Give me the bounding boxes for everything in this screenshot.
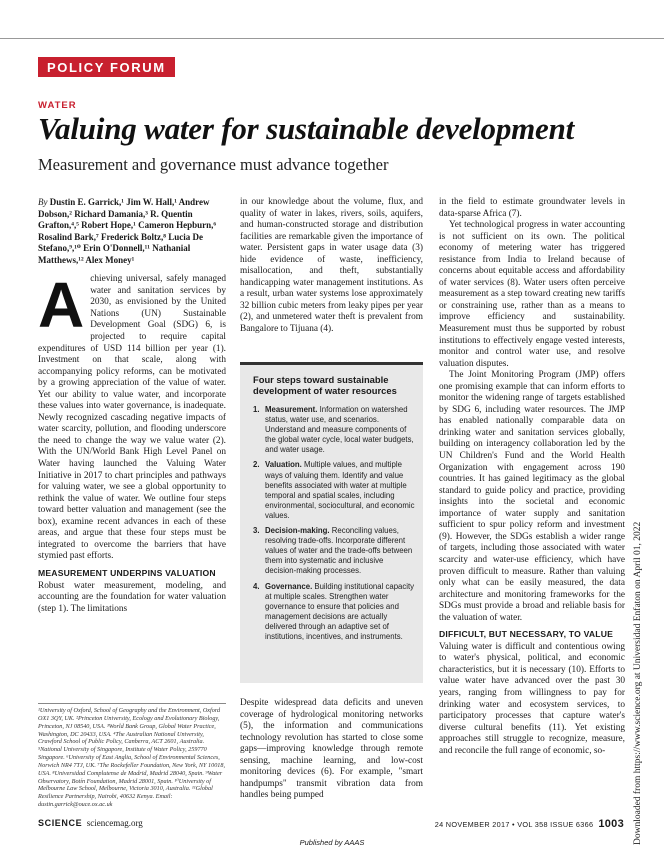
item-body: Multiple values, and multiple ways of valuing them. Identify and value benefits associated with water at multiple temporal and spatial scales, including environmental, sociocultural, and economic values. (265, 460, 415, 520)
affiliations: ¹University of Oxford, School of Geography and the Environment, Oxford OX1 3QY, UK. ²Princeton University, Ecology and Evolutionary Biology, Princeton, NJ 08540, USA. ³World Bank Group, Global Water Practice, Washington, DC 20433, USA. ⁴The Australian National University, Crawford School of Public Policy, Canberra, ACT 2601, Australia. ⁵National University of Singapore, Institute of Water Policy, 259770 Singapore. ⁶University of East Anglia, School of Environmental Sciences, Norwich NR4 7TJ, UK. ⁷The Rockefeller Foundation, New York, NY 10018, USA. ⁸Universidad Complutense de Madrid, Madrid 28040, Spain. ⁹Water Observatory, Botín Foundation, Madrid 28001, Spain. ¹⁰University of Melbourne Law School, Melbourne, Victoria 3010, Australia. ¹¹Global Resilience Partnership, Nairobi, 40632 Kenya. Email: dustin.garrick@ouce.ox.ac.uk (38, 703, 226, 809)
top-rule (0, 38, 664, 39)
article-title: Valuing water for sustainable development (38, 111, 575, 146)
intro-text: chieving universal, safely managed water and sanitation services by 2030, as envisioned by the United Nations (UN) Sustainable Development Goal (SDG) 6, is projected to require capital expenditures of USD 114 billion per year (1). Investment on that scale, along with accompanying policy reforms, can be motivated by a growing appreciation of the value of water. Yet our ability to value water, and incorporate these values into water governance, is inadequate. Newly recognized cascading negative impacts of water scarcity, pollution, and flooding underscore the need to change the way we value water (2). With the UN/World Bank High Level Panel on Water having launched the Valuing Water Initiative in 2017 to chart principles and pathways for valuing water, we see a global opportunity to rethink the value of water. We outline four steps toward better valuation and management (see the box), examine recent advances in each of these areas, and argue that these four steps must be integrated to overcome the barriers that have stymied past efforts. (38, 274, 226, 562)
item-body: Reconciling values, resolving trade-offs. Incorporate different values of water and the trade-offs between them into systematic and inclusive decision-making processes. (265, 526, 413, 576)
box-list (253, 405, 415, 647)
item-heading: Governance. (265, 581, 313, 591)
section-badge: POLICY FORUM (38, 57, 175, 77)
section-heading-measurement: MEASUREMENT UNDERPINS VALUATION (38, 567, 216, 578)
section-heading-valuation: DIFFICULT, BUT NECESSARY, TO VALUE (439, 629, 614, 640)
publisher-note: Published by AAAS (299, 838, 365, 847)
kicker: WATER (38, 100, 77, 111)
drop-cap: A (38, 269, 85, 342)
byline-prefix: By (38, 197, 48, 207)
item-heading: Decision-making. (265, 526, 330, 536)
paragraph: Robust water measurement, modeling, and accounting are the foundation for water valuation (step 1). The limitations (38, 580, 226, 614)
page-number: 1003 (598, 818, 624, 830)
paragraph: in the field to estimate groundwater levels in data-sparse Africa (7). (439, 197, 625, 219)
item-number: 3. (253, 526, 260, 536)
box-item (253, 405, 415, 455)
item-heading: Valuation. (265, 460, 302, 470)
item-number: 4. (253, 581, 260, 591)
item-body: Information on watershed status, water use, and scenarios. Understand and measure components of the global water cycle, local water budgets, and water usage. (265, 405, 414, 455)
journal-site[interactable]: sciencemag.org (86, 818, 143, 828)
footer-right (435, 818, 624, 830)
journal-name: SCIENCE (38, 818, 83, 828)
download-notice: Downloaded from https://www.science.org at Universidad Enfaton on April 01, 2022 (633, 521, 643, 845)
item-text (265, 460, 415, 521)
item-text (265, 405, 415, 455)
paragraph: The Joint Monitoring Program (JMP) offers one promising example that can inform efforts to monitor the widening range of targets established by SDG 6, including water resources. The JMP has enabled nationally comparable data on drinking water and sanitation services globally, building on interagency collaboration led by the UN Children's Fund and the World Health Organization with engagement across 190 countries. It has gained legitimacy as the global standard to guide policy and practice, providing insights into the societal and economic importance of water supply and sanitation sufficient to spur policy reform and investment (9). However, the SDGs establish a wider range of targets, including those associated with water scarcity and water-use efficiency, which have proven difficult to measure. Rather than valuing only what can be easily measured, the data architecture and monitoring frameworks for the SDGs must provide a broad and reliable basis for the valuation of water. (439, 370, 625, 623)
article-subtitle: Measurement and governance must advance together (38, 155, 389, 174)
item-text (265, 582, 415, 643)
column-3 (439, 197, 625, 757)
paragraph: Valuing water is difficult and contentious owing to water's physical, political, and economic characteristics, but it is necessary (10). Efforts to value water have advanced over the past 30 years, ranging from willingness to pay for drinking water and ecosystem services, to participatory processes that capture water's diverse cultural benefits (11). Yet existing approaches still struggle to recognize, measure, and reconcile the full range of economic, so- (439, 641, 625, 756)
footer-left (38, 818, 143, 828)
item-heading: Measurement. (265, 405, 318, 414)
box-item (253, 582, 415, 643)
paragraph: Yet technological progress in water accounting is not sufficient on its own. The political economy of metering water has triggered resistance from India to Ireland because of concerns about equitable access and affordability of water services (8). Water users often perceive measurement as a step toward creating new tariffs or constraining use, rather than as a means to improve efficiency and sustainability. Measurement must thus be supported by robust institutions to effectively engage vested interests, monitor and control water use, and resolve valuation disputes. (439, 220, 625, 369)
box-item (253, 460, 415, 521)
issue-info: 24 NOVEMBER 2017 • VOL 358 ISSUE 6366 (434, 820, 594, 829)
intro-paragraph (38, 269, 226, 563)
author-list (38, 197, 226, 266)
item-number: 2. (253, 460, 260, 470)
item-number: 1. (253, 405, 260, 414)
column-1 (38, 197, 226, 615)
author-names: Dustin E. Garrick,¹ Jim W. Hall,¹ Andrew Dobson,² Richard Damania,³ R. Quentin Grafton,⁴,⁵ Robert Hope,¹ Cameron Hepburn,⁶ Rosalind Bark,⁷ Frederick Boltz,⁸ Lucia De Stefano,⁹,¹⁰ Erin O'Donnell,¹¹ Nathanial Matthews,¹² Alex Money¹ (38, 197, 217, 265)
column-2-bottom: Despite widespread data deficits and uneven coverage of hydrological monitoring networks (5), the information and communications technology revolution has started to close some gaps—improving knowledge through remote sensing, machine learning, and low-cost monitoring devices (6). For example, "smart handpumps" transmit vibration data from handles being pumped (240, 698, 423, 801)
column-2-top: in our knowledge about the volume, flux, and quality of water in lakes, rivers, soils, aquifers, and human-constructed storage and distribution facilities are remarkable given the importance of water. Persistent gaps in water usage data (3) hide evidence of waste, inefficiency, misallocation, and theft, substantially handicapping water management institutions. As a result, urban water systems lose approximately 32 billion cubic meters from leaky pipes per year (2), and unmetered water theft is prevalent from Bangalore to Tijuana (4). (240, 197, 423, 335)
box-item (253, 526, 415, 576)
item-text (265, 526, 415, 576)
four-steps-box (240, 362, 423, 683)
box-title: Four steps toward sustainable development of water resources (253, 374, 397, 396)
item-body: Building institutional capacity at multiple scales. Strengthen water governance to ensure that policies and management decisions are actually delivered through an adaptive set of institutions, incentives, and instruments. (265, 581, 415, 641)
